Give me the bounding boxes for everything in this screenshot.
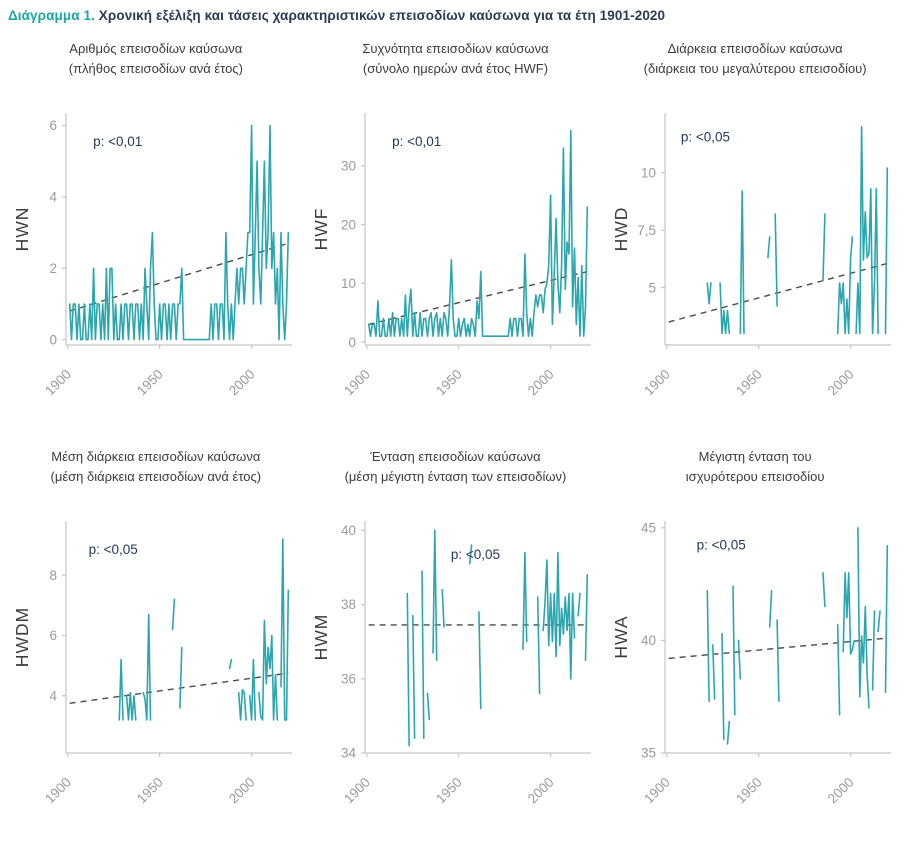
series-line	[408, 530, 588, 745]
p-value-label: p: <0,01	[92, 134, 143, 150]
x-tick-label: 1950	[733, 774, 765, 807]
y-tick-label: 20	[341, 217, 357, 233]
x-tick-label: 2000	[525, 774, 558, 807]
panel-title-line1: Ένταση επεισοδίων καύσωνα	[370, 449, 541, 464]
x-tick-label: 2000	[525, 366, 558, 399]
figure-title-text: Χρονική εξέλιξη και τάσεις χαρακτηριστικών επεισοδίων καύσωνα για τα έτη 1901-2020	[94, 8, 666, 23]
panel-title-line1: Διάρκεια επεισοδίων καύσωνα	[667, 41, 843, 56]
panel-title-hwn	[69, 39, 243, 93]
x-tick-label: 2000	[825, 774, 857, 807]
x-tick-label: 1950	[733, 366, 765, 399]
y-tick-label: 0	[49, 332, 57, 348]
y-tick-label: 38	[341, 597, 357, 613]
y-tick-label: 45	[641, 520, 657, 536]
panel-hwm	[306, 447, 606, 813]
y-tick-label: 5	[648, 280, 657, 296]
y-axis-label: HWF	[311, 207, 332, 251]
y-tick-label: 4	[49, 189, 57, 205]
panel-title-hwm	[345, 447, 567, 501]
figure-title-prefix: Διάγραμμα 1.	[8, 8, 95, 23]
y-tick-label: 35	[641, 745, 657, 761]
panel-hwf	[306, 39, 606, 405]
panel-title-line2: (πλήθος επεισοδίων ανά έτος)	[68, 60, 243, 76]
x-tick-label: 1900	[41, 366, 74, 399]
chart-hwd	[609, 97, 901, 405]
figure-title	[0, 0, 911, 23]
chart-hwa	[609, 505, 901, 813]
y-tick-label: 40	[641, 633, 657, 649]
panel-hwd	[605, 39, 905, 405]
x-tick-label: 1950	[433, 366, 466, 399]
chart-hwm	[309, 505, 601, 813]
x-tick-label: 1950	[133, 774, 166, 807]
p-value-label: p: <0,05	[680, 129, 731, 145]
p-value-label: p: <0,01	[392, 134, 442, 150]
p-value-label: p: <0,05	[88, 542, 138, 558]
x-tick-label: 1900	[641, 774, 674, 807]
x-tick-label: 2000	[825, 366, 857, 399]
panel-title-line1: Αριθμός επεισοδίων καύσωνα	[69, 41, 243, 56]
chart-hwdm	[10, 505, 302, 813]
chart-hwn	[10, 97, 302, 405]
panel-title-line2: (μέση μέγιστη ένταση των επεισοδίων)	[344, 468, 567, 484]
trend-line	[70, 673, 289, 703]
trend-line	[669, 263, 888, 322]
x-tick-label: 1950	[133, 366, 166, 399]
panel-title-hwf	[362, 39, 548, 93]
y-tick-label: 40	[341, 523, 357, 539]
x-tick-label: 1900	[341, 774, 374, 807]
y-axis-label: HWDM	[11, 606, 32, 668]
panel-title-line2: (σύνολο ημερών ανά έτος HWF)	[362, 60, 549, 76]
y-tick-label: 36	[341, 671, 357, 687]
x-tick-label: 1900	[341, 366, 374, 399]
series-line	[707, 528, 887, 744]
y-tick-label: 4	[49, 688, 57, 704]
series-line	[70, 126, 289, 340]
panel-title-line2: ισχυρότερου επεισοδίου	[685, 468, 825, 484]
y-tick-label: 30	[341, 158, 357, 174]
panel-title-hwdm	[51, 447, 262, 501]
series-line	[707, 127, 887, 334]
y-axis-label: HWM	[311, 613, 332, 661]
x-tick-label: 1950	[433, 774, 466, 807]
panel-title-line1: Μέγιστη ένταση του	[698, 449, 812, 464]
series-line	[119, 539, 288, 720]
y-axis-label: HWN	[11, 206, 32, 252]
y-tick-label: 10	[341, 276, 357, 292]
y-axis-label: HWD	[611, 206, 632, 252]
charts-grid	[0, 23, 911, 813]
x-tick-label: 2000	[225, 366, 258, 399]
y-tick-label: 7,5	[637, 222, 657, 238]
y-tick-label: 2	[49, 260, 57, 276]
chart-hwf	[309, 97, 601, 405]
y-tick-label: 0	[348, 334, 357, 350]
x-tick-label: 1900	[641, 366, 674, 399]
y-tick-label: 34	[341, 745, 357, 761]
panel-hwa	[605, 447, 905, 813]
y-tick-label: 8	[49, 567, 57, 583]
y-axis-label: HWA	[611, 615, 632, 659]
panel-title-line1: Συχνότητα επεισοδίων καύσωνα	[362, 41, 549, 56]
x-tick-label: 2000	[225, 774, 258, 807]
series-line	[369, 131, 588, 337]
y-tick-label: 10	[641, 165, 657, 181]
panel-title-line1: Μέση διάρκεια επεισοδίων καύσωνα	[51, 449, 261, 464]
panel-title-hwd	[644, 39, 867, 93]
panel-title-line2: (διάρκεια του μεγαλύτερου επεισοδίου)	[643, 60, 867, 76]
panel-title-hwa	[686, 447, 825, 501]
p-value-label: p: <0,05	[696, 537, 746, 553]
panel-hwdm	[6, 447, 306, 813]
y-tick-label: 6	[49, 628, 57, 644]
x-tick-label: 1900	[41, 774, 74, 807]
y-tick-label: 6	[49, 118, 57, 134]
p-value-label: p: <0,05	[451, 546, 501, 562]
panel-hwn	[6, 39, 306, 405]
panel-title-line2: (μέση διάρκεια επεισοδίων ανά έτος)	[50, 468, 262, 484]
